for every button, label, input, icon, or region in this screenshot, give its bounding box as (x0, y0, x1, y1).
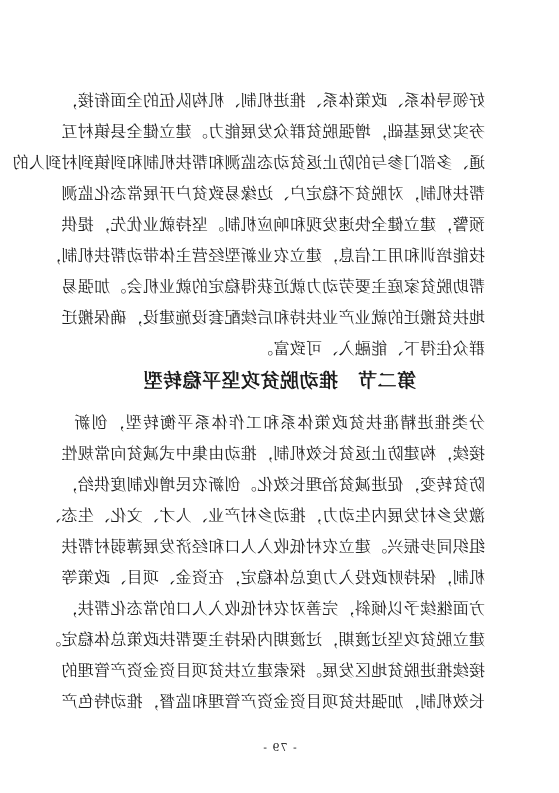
text-line: 方面继续予以倾斜，完善对农村低收入人口的常态化帮扶， (61, 599, 485, 618)
paragraph-1 (12, 85, 485, 364)
text-line: 帮扶机制，对脱贫不稳定户、边缘易致贫户开展常态化监测 (61, 184, 485, 203)
text-line: 夯实发展基础，增强脱贫群众发展能力。建立健全县镇村互 (61, 122, 485, 141)
text-line: 帮助脱贫家庭主要劳动力就近获得稳定的就业机会。加强易 (61, 277, 485, 296)
text-line: 好领导体系、政策体系、推进机制、机构队伍的全面衔接， (61, 91, 485, 110)
paragraph-2 (44, 407, 485, 717)
text-line: 激发乡村发展内生动力，推动乡村产业、人才、文化、生态、 (44, 506, 485, 525)
text-line: 通、多部门参与的防止返贫动态监测和帮扶机制和到镇到村到人的 (12, 153, 485, 172)
text-line: 防贫转变，促进减贫治理长效化。创新农民增收制度供给， (61, 475, 485, 494)
text-line: 分类推进精准扶贫政策体系和工作体系平衡转型，创新 (74, 413, 485, 432)
page-number: - 79 - (262, 741, 297, 754)
text-line: 预警，建立健全快速发现和响应机制。坚持就业优先，提供 (61, 215, 485, 234)
text-line: 组织同步振兴。建立农村低收入人口和经济发展薄弱村帮扶 (61, 537, 485, 556)
text-line: 地扶贫搬迁的就业产业扶持和后续配套设施建设，确保搬迁 (61, 308, 485, 327)
section-heading: 第二节 推动脱贫攻坚平稳转型 (143, 370, 417, 392)
text-line: 机制，保持财政投入力度总体稳定，在资金、项目、政策等 (61, 568, 485, 587)
text-line: 群众住得下、能融入、可致富。 (256, 339, 485, 358)
text-line: 长效机制，加强扶贫项目资金资产管理和监督，推动特色产 (61, 692, 485, 711)
text-line: 建立脱贫攻坚过渡期，过渡期内保持主要帮扶政策总体稳定。 (44, 630, 485, 649)
text-line: 接续推进脱贫地区发展。探索建立扶贫项目资金资产管理的 (61, 661, 485, 680)
text-line: 接续，构建防止返贫长效机制，推动由集中式减贫向常规性 (61, 444, 485, 463)
text-line: 技能培训和用工信息，建立农业新型经营主体带动帮扶机制， (44, 246, 485, 265)
